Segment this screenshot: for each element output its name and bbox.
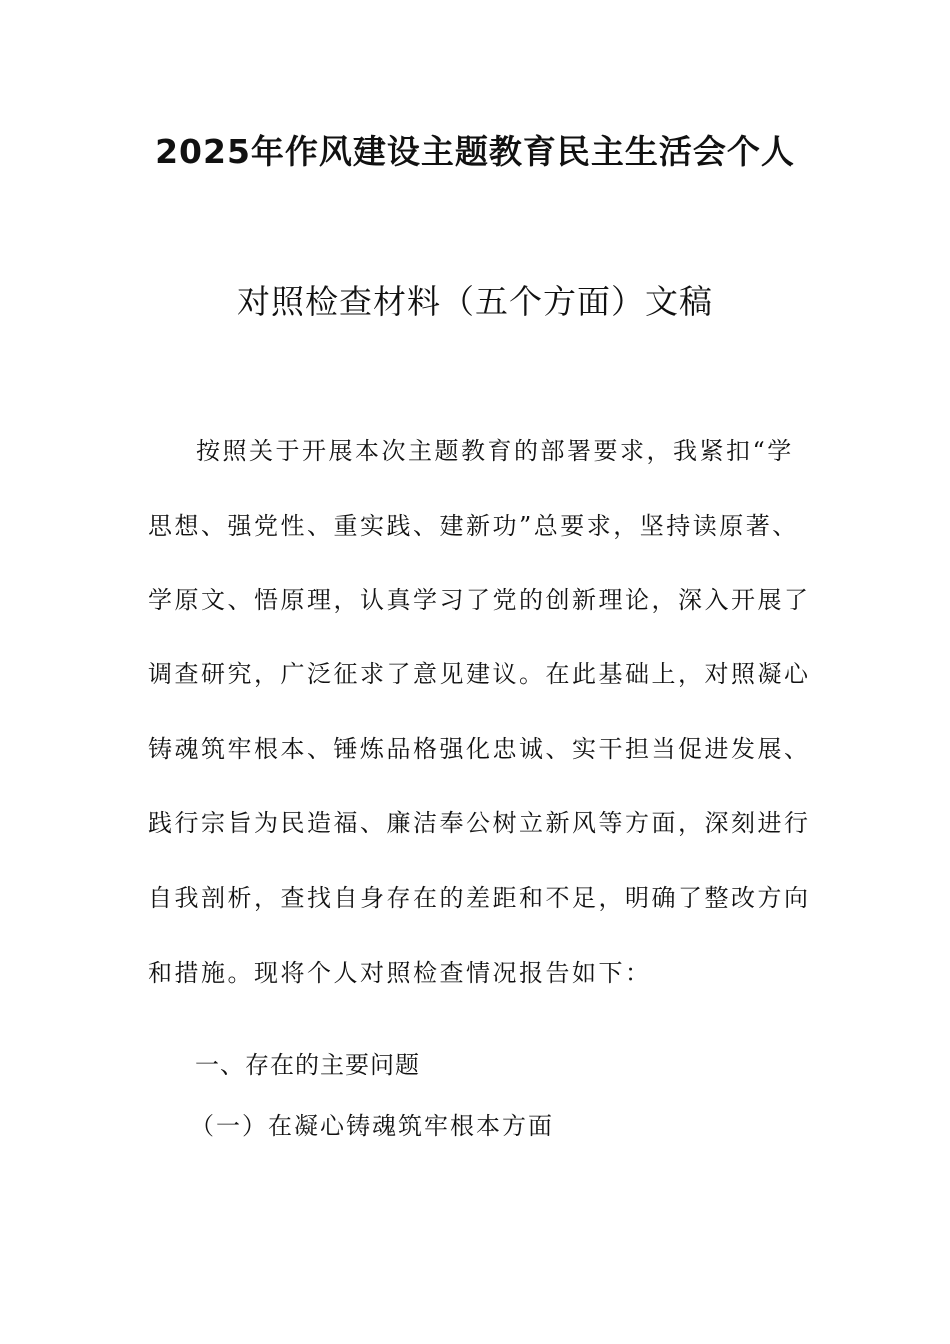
intro-paragraph-line: 学原文、悟原理，认真学习了党的创新理论，深入开展了	[148, 586, 811, 614]
intro-paragraph-line: 铸魂筑牢根本、锤炼品格强化忠诚、实干担当促进发展、	[148, 735, 811, 763]
intro-paragraph-line: 思想、强党性、重实践、建新功”总要求，坚持读原著、	[148, 512, 799, 540]
intro-paragraph-line: 按照关于开展本次主题教育的部署要求，我紧扣“学	[196, 437, 794, 465]
intro-paragraph-line: 调查研究，广泛征求了意见建议。在此基础上，对照凝心	[148, 660, 811, 688]
subsection-heading: （一）在凝心铸魂筑牢根本方面	[190, 1112, 554, 1140]
document-title-line-1: 2025年作风建设主题教育民主生活会个人	[155, 132, 795, 171]
intro-paragraph-line: 和措施。现将个人对照检查情况报告如下：	[148, 959, 652, 987]
section-heading: 一、存在的主要问题	[195, 1051, 420, 1079]
intro-paragraph-line: 自我剖析，查找自身存在的差距和不足，明确了整改方向	[148, 884, 811, 912]
intro-paragraph-line: 践行宗旨为民造福、廉洁奉公树立新风等方面，深刻进行	[148, 809, 811, 837]
document-title-line-2: 对照检查材料（五个方面）文稿	[237, 282, 713, 321]
